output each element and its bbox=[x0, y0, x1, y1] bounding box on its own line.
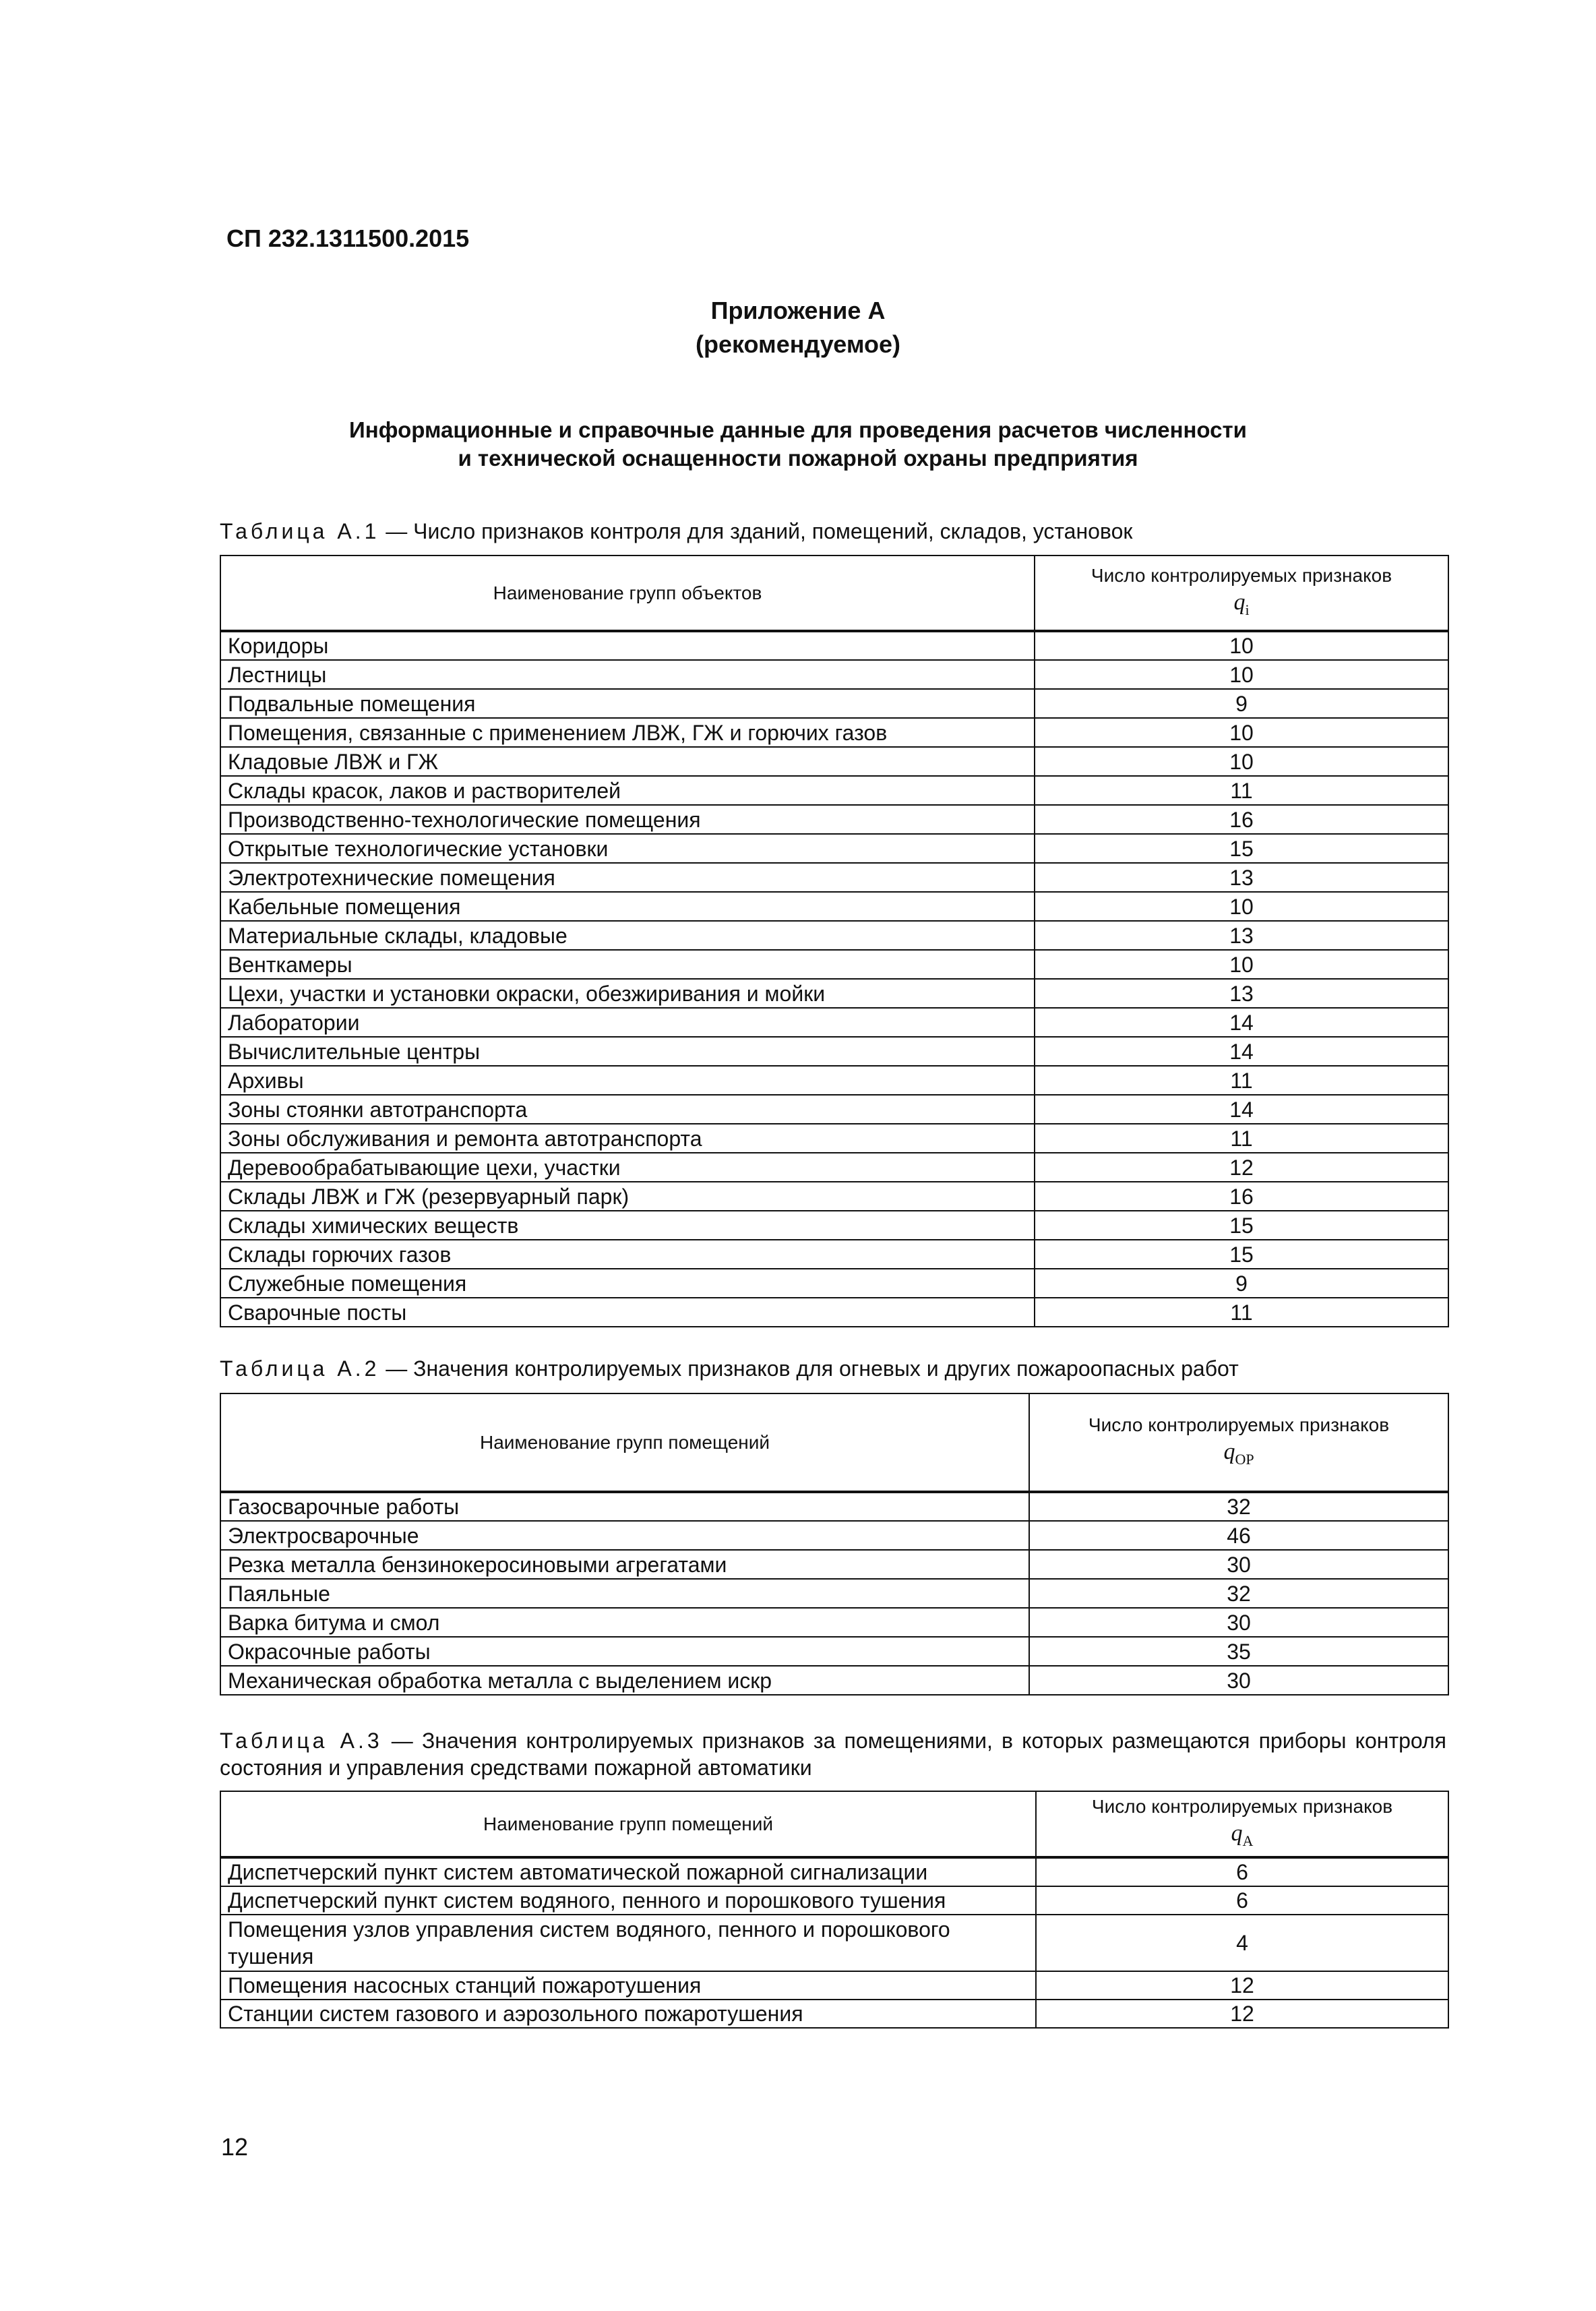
table-row bbox=[220, 1608, 1448, 1637]
row-name-cell: Склады ЛВЖ и ГЖ (резервуарный парк) bbox=[220, 1182, 1035, 1211]
row-name-cell: Помещения узлов управления систем водяного, пенного и порошкового тушения bbox=[220, 1915, 1036, 1971]
table-row bbox=[220, 950, 1448, 979]
row-name-cell: Электротехнические помещения bbox=[220, 863, 1035, 892]
table-row bbox=[220, 1886, 1448, 1915]
row-value-cell: 10 bbox=[1035, 950, 1448, 979]
row-name-cell: Служебные помещения bbox=[220, 1269, 1035, 1298]
table-row bbox=[220, 1298, 1448, 1327]
row-value-cell: 11 bbox=[1035, 1124, 1448, 1153]
table-a1-col2-symbol bbox=[1042, 589, 1441, 624]
table-row bbox=[220, 718, 1448, 747]
row-name-cell: Паяльные bbox=[220, 1579, 1029, 1608]
table-a2-caption bbox=[220, 1355, 1446, 1382]
row-name-cell: Склады химических веществ bbox=[220, 1211, 1035, 1240]
row-name-cell: Венткамеры bbox=[220, 950, 1035, 979]
table-a2-col2-header bbox=[1029, 1393, 1448, 1492]
row-name-cell: Электросварочные bbox=[220, 1521, 1029, 1550]
table-a3-header-row bbox=[220, 1791, 1448, 1857]
row-name-cell: Варка битума и смол bbox=[220, 1608, 1029, 1637]
appendix-subtitle: (рекомендуемое) bbox=[696, 330, 900, 358]
table-row bbox=[220, 1637, 1448, 1666]
row-value-cell: 11 bbox=[1035, 1066, 1448, 1095]
row-value-cell: 35 bbox=[1029, 1637, 1448, 1666]
table-row bbox=[220, 689, 1448, 718]
row-name-cell: Подвальные помещения bbox=[220, 689, 1035, 718]
row-value-cell: 14 bbox=[1035, 1037, 1448, 1066]
row-name-cell: Коридоры bbox=[220, 631, 1035, 660]
table-a3-col2-header bbox=[1036, 1791, 1448, 1857]
row-name-cell: Газосварочные работы bbox=[220, 1492, 1029, 1521]
row-value-cell: 13 bbox=[1035, 979, 1448, 1008]
table-row bbox=[220, 1153, 1448, 1182]
table-a2-col1-header: Наименование групп помещений bbox=[220, 1393, 1029, 1492]
row-name-cell: Цехи, участки и установки окраски, обезжиривания и мойки bbox=[220, 979, 1035, 1008]
row-value-cell: 10 bbox=[1035, 718, 1448, 747]
row-value-cell: 12 bbox=[1035, 1153, 1448, 1182]
table-a3 bbox=[220, 1791, 1449, 2029]
row-value-cell: 10 bbox=[1035, 660, 1448, 689]
row-name-cell: Зоны стоянки автотранспорта bbox=[220, 1095, 1035, 1124]
table-row bbox=[220, 1211, 1448, 1240]
table-a2-col2-symbol bbox=[1037, 1439, 1441, 1473]
table-row bbox=[220, 1666, 1448, 1695]
symbol-q-a: $q_А$ bbox=[1231, 1821, 1254, 1849]
row-value-cell: 14 bbox=[1035, 1008, 1448, 1037]
table-row bbox=[220, 1182, 1448, 1211]
row-value-cell: 16 bbox=[1035, 1182, 1448, 1211]
row-name-cell: Лаборатории bbox=[220, 1008, 1035, 1037]
row-name-cell: Склады горючих газов bbox=[220, 1240, 1035, 1269]
row-value-cell: 9 bbox=[1035, 1269, 1448, 1298]
table-row bbox=[220, 1857, 1448, 1886]
table-a1 bbox=[220, 555, 1449, 1327]
table-a1-caption-label: Таблица А.1 bbox=[220, 519, 380, 543]
table-a1-col2-header-text: Число контролируемых признаков bbox=[1091, 565, 1392, 587]
row-value-cell: 32 bbox=[1029, 1579, 1448, 1608]
table-a1-col2-header bbox=[1035, 556, 1448, 631]
table-a3-caption bbox=[220, 1727, 1446, 1781]
row-value-cell: 11 bbox=[1035, 1298, 1448, 1327]
row-name-cell: Архивы bbox=[220, 1066, 1035, 1095]
table-row bbox=[220, 1269, 1448, 1298]
row-value-cell: 32 bbox=[1029, 1492, 1448, 1521]
row-name-cell: Диспетчерский пункт систем автоматической пожарной сигнализации bbox=[220, 1857, 1036, 1886]
table-a2-caption-label: Таблица А.2 bbox=[220, 1356, 380, 1381]
row-value-cell: 10 bbox=[1035, 631, 1448, 660]
table-row bbox=[220, 921, 1448, 950]
table-a2-header-row bbox=[220, 1393, 1448, 1492]
symbol-q-i: $q_i$ bbox=[1233, 590, 1250, 618]
row-value-cell: 6 bbox=[1036, 1857, 1448, 1886]
table-row bbox=[220, 1915, 1448, 1971]
table-a2-caption-text: — Значения контролируемых признаков для огневых и других пожароопасных работ bbox=[379, 1356, 1239, 1381]
row-value-cell: 14 bbox=[1035, 1095, 1448, 1124]
main-title-line-1: Информационные и справочные данные для проведения расчетов численности bbox=[349, 417, 1247, 442]
row-name-cell: Помещения, связанные с применением ЛВЖ, ГЖ и горючих газов bbox=[220, 718, 1035, 747]
table-row bbox=[220, 892, 1448, 921]
table-row bbox=[220, 1521, 1448, 1550]
row-value-cell: 16 bbox=[1035, 805, 1448, 834]
row-value-cell: 30 bbox=[1029, 1666, 1448, 1695]
table-a3-col2-header-text: Число контролируемых признаков bbox=[1091, 1796, 1393, 1818]
row-name-cell: Резка металла бензинокеросиновыми агрегатами bbox=[220, 1550, 1029, 1579]
row-value-cell: 4 bbox=[1036, 1915, 1448, 1971]
row-name-cell: Деревообрабатывающие цехи, участки bbox=[220, 1153, 1035, 1182]
table-a3-col2-symbol bbox=[1043, 1820, 1441, 1855]
row-name-cell: Вычислительные центры bbox=[220, 1037, 1035, 1066]
table-a2-col2-header-text: Число контролируемых признаков bbox=[1088, 1414, 1390, 1436]
table-row bbox=[220, 1124, 1448, 1153]
table-row bbox=[220, 1579, 1448, 1608]
row-value-cell: 15 bbox=[1035, 834, 1448, 863]
table-a3-body bbox=[220, 1857, 1448, 2028]
row-name-cell: Лестницы bbox=[220, 660, 1035, 689]
table-row bbox=[220, 747, 1448, 776]
table-a1-caption-text: — Число признаков контроля для зданий, помещений, складов, установок bbox=[379, 519, 1133, 543]
document-code: СП 232.1311500.2015 bbox=[226, 224, 470, 252]
table-a1-caption bbox=[220, 518, 1446, 545]
appendix-title: Приложение А bbox=[710, 297, 886, 324]
appendix-heading bbox=[0, 294, 1596, 361]
row-value-cell: 12 bbox=[1036, 1971, 1448, 2000]
row-value-cell: 10 bbox=[1035, 892, 1448, 921]
table-a1-body bbox=[220, 631, 1448, 1327]
row-value-cell: 15 bbox=[1035, 1240, 1448, 1269]
table-row bbox=[220, 2000, 1448, 2028]
row-value-cell: 10 bbox=[1035, 747, 1448, 776]
table-row bbox=[220, 979, 1448, 1008]
row-name-cell: Станции систем газового и аэрозольного пожаротушения bbox=[220, 2000, 1036, 2028]
table-row bbox=[220, 834, 1448, 863]
row-name-cell: Кабельные помещения bbox=[220, 892, 1035, 921]
row-name-cell: Окрасочные работы bbox=[220, 1637, 1029, 1666]
table-row bbox=[220, 1066, 1448, 1095]
table-row bbox=[220, 805, 1448, 834]
row-value-cell: 13 bbox=[1035, 921, 1448, 950]
row-value-cell: 46 bbox=[1029, 1521, 1448, 1550]
table-row bbox=[220, 1550, 1448, 1579]
table-a2-body bbox=[220, 1492, 1448, 1695]
table-a1-header-row bbox=[220, 556, 1448, 631]
page-number: 12 bbox=[221, 2133, 249, 2161]
table-a3-caption-label: Таблица А.3 bbox=[220, 1729, 383, 1753]
row-name-cell: Сварочные посты bbox=[220, 1298, 1035, 1327]
row-name-cell: Производственно-технологические помещения bbox=[220, 805, 1035, 834]
table-row bbox=[220, 631, 1448, 660]
row-name-cell: Механическая обработка металла с выделением искр bbox=[220, 1666, 1029, 1695]
row-value-cell: 12 bbox=[1036, 2000, 1448, 2028]
row-value-cell: 13 bbox=[1035, 863, 1448, 892]
row-value-cell: 11 bbox=[1035, 776, 1448, 805]
row-value-cell: 6 bbox=[1036, 1886, 1448, 1915]
row-value-cell: 30 bbox=[1029, 1608, 1448, 1637]
row-name-cell: Склады красок, лаков и растворителей bbox=[220, 776, 1035, 805]
table-row bbox=[220, 863, 1448, 892]
row-value-cell: 9 bbox=[1035, 689, 1448, 718]
row-name-cell: Материальные склады, кладовые bbox=[220, 921, 1035, 950]
table-a2 bbox=[220, 1393, 1449, 1695]
row-name-cell: Кладовые ЛВЖ и ГЖ bbox=[220, 747, 1035, 776]
table-row bbox=[220, 660, 1448, 689]
table-row bbox=[220, 1008, 1448, 1037]
table-a1-col1-header: Наименование групп объектов bbox=[220, 556, 1035, 631]
table-row bbox=[220, 1095, 1448, 1124]
table-row bbox=[220, 1240, 1448, 1269]
table-row bbox=[220, 1971, 1448, 2000]
row-value-cell: 30 bbox=[1029, 1550, 1448, 1579]
row-name-cell: Помещения насосных станций пожаротушения bbox=[220, 1971, 1036, 2000]
symbol-q-op: $q_{ОР}$ bbox=[1223, 1439, 1254, 1468]
table-row bbox=[220, 776, 1448, 805]
table-row bbox=[220, 1492, 1448, 1521]
row-name-cell: Зоны обслуживания и ремонта автотранспорта bbox=[220, 1124, 1035, 1153]
table-row bbox=[220, 1037, 1448, 1066]
table-a3-caption-text: — Значения контролируемых признаков за помещениями, в которых размещаются приборы контроля состояния и управления средствами пожарной автоматики bbox=[220, 1729, 1447, 1780]
row-name-cell: Открытые технологические установки bbox=[220, 834, 1035, 863]
row-value-cell: 15 bbox=[1035, 1211, 1448, 1240]
row-name-cell: Диспетчерский пункт систем водяного, пенного и порошкового тушения bbox=[220, 1886, 1036, 1915]
table-a3-col1-header: Наименование групп помещений bbox=[220, 1791, 1036, 1857]
main-title bbox=[0, 416, 1596, 473]
main-title-line-2: и технической оснащенности пожарной охраны предприятия bbox=[458, 446, 1138, 471]
